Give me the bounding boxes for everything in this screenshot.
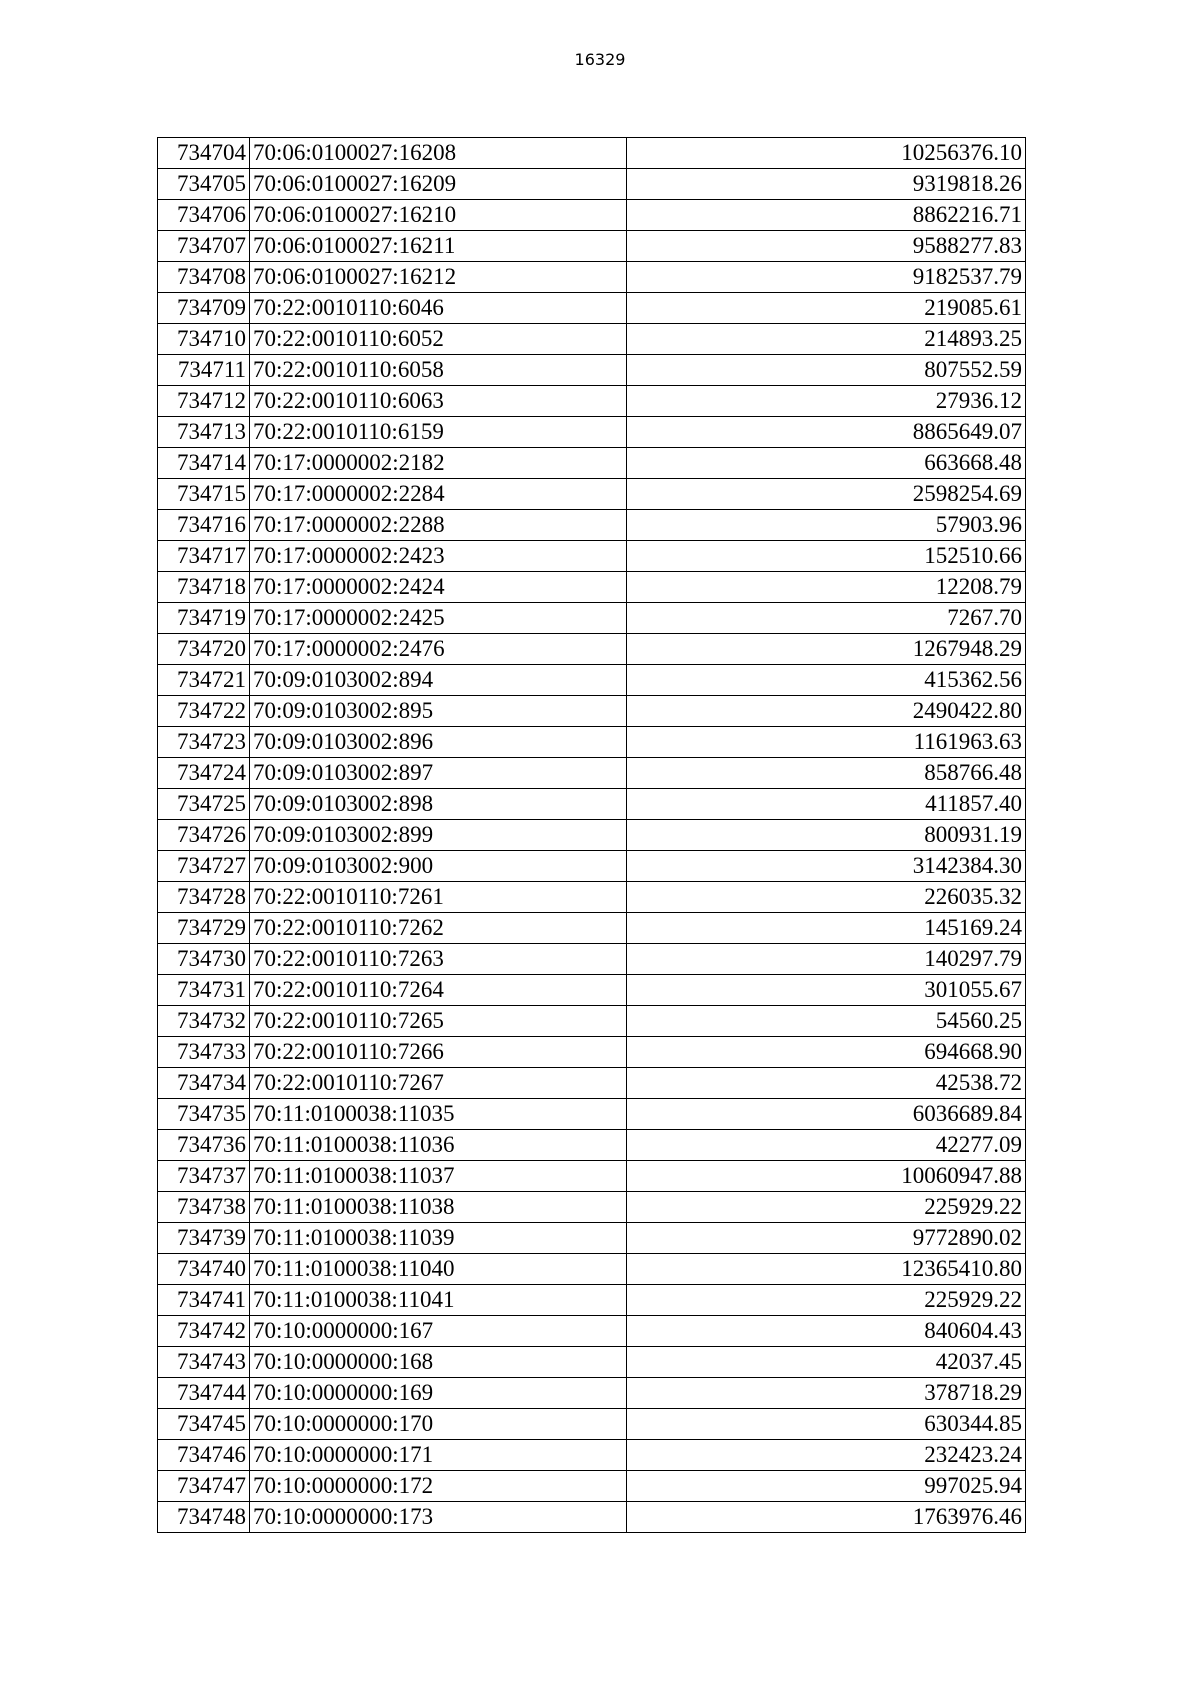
row-number-cell: 734718 [158,572,250,603]
cadastral-number-cell: 70:22:0010110:7267 [250,1068,627,1099]
cadastral-number-cell: 70:11:0100038:11037 [250,1161,627,1192]
cadastral-value-cell: 411857.40 [627,789,1026,820]
cadastral-value-cell: 214893.25 [627,324,1026,355]
cadastral-number-cell: 70:06:0100027:16208 [250,138,627,169]
row-number-cell: 734706 [158,200,250,231]
row-number-cell: 734704 [158,138,250,169]
cadastral-number-cell: 70:17:0000002:2288 [250,510,627,541]
cadastral-value-cell: 6036689.84 [627,1099,1026,1130]
cadastral-number-cell: 70:06:0100027:16210 [250,200,627,231]
cadastral-number-cell: 70:11:0100038:11038 [250,1192,627,1223]
cadastral-value-cell: 694668.90 [627,1037,1026,1068]
row-number-cell: 734742 [158,1316,250,1347]
cadastral-number-cell: 70:22:0010110:7263 [250,944,627,975]
cadastral-number-cell: 70:09:0103002:894 [250,665,627,696]
row-number-cell: 734746 [158,1440,250,1471]
table-row [158,541,1026,572]
row-number-cell: 734737 [158,1161,250,1192]
row-number-cell: 734724 [158,758,250,789]
cadastral-number-cell: 70:22:0010110:7266 [250,1037,627,1068]
row-number-cell: 734731 [158,975,250,1006]
table-row [158,572,1026,603]
cadastral-number-cell: 70:22:0010110:7264 [250,975,627,1006]
table-row [158,944,1026,975]
cadastral-number-cell: 70:22:0010110:6046 [250,293,627,324]
table-row [158,727,1026,758]
cadastral-value-cell: 1267948.29 [627,634,1026,665]
table-row [158,510,1026,541]
cadastral-number-cell: 70:09:0103002:897 [250,758,627,789]
row-number-cell: 734722 [158,696,250,727]
cadastral-value-cell: 997025.94 [627,1471,1026,1502]
cadastral-value-cell: 800931.19 [627,820,1026,851]
row-number-cell: 734748 [158,1502,250,1533]
cadastral-number-cell: 70:09:0103002:898 [250,789,627,820]
cadastral-value-cell: 42037.45 [627,1347,1026,1378]
cadastral-number-cell: 70:22:0010110:6058 [250,355,627,386]
cadastral-value-cell: 12208.79 [627,572,1026,603]
table-row [158,324,1026,355]
row-number-cell: 734719 [158,603,250,634]
table-row [158,789,1026,820]
cadastral-number-cell: 70:10:0000000:170 [250,1409,627,1440]
cadastral-number-cell: 70:06:0100027:16211 [250,231,627,262]
cadastral-number-cell: 70:09:0103002:896 [250,727,627,758]
table-row [158,758,1026,789]
table-row [158,851,1026,882]
table-row [158,1347,1026,1378]
table-row [158,634,1026,665]
cadastral-number-cell: 70:10:0000000:171 [250,1440,627,1471]
cadastral-value-cell: 10060947.88 [627,1161,1026,1192]
cadastral-number-cell: 70:17:0000002:2284 [250,479,627,510]
cadastral-value-cell: 10256376.10 [627,138,1026,169]
cadastral-value-cell: 42538.72 [627,1068,1026,1099]
cadastral-value-cell: 7267.70 [627,603,1026,634]
row-number-cell: 734727 [158,851,250,882]
row-number-cell: 734735 [158,1099,250,1130]
row-number-cell: 734741 [158,1285,250,1316]
cadastral-value-cell: 219085.61 [627,293,1026,324]
cadastral-value-cell: 9319818.26 [627,169,1026,200]
cadastral-value-cell: 57903.96 [627,510,1026,541]
row-number-cell: 734728 [158,882,250,913]
table-row [158,1006,1026,1037]
row-number-cell: 734707 [158,231,250,262]
table-row [158,1068,1026,1099]
table-row [158,1254,1026,1285]
cadastral-value-cell: 42277.09 [627,1130,1026,1161]
cadastral-number-cell: 70:09:0103002:895 [250,696,627,727]
cadastral-value-cell: 225929.22 [627,1285,1026,1316]
cadastral-value-cell: 9588277.83 [627,231,1026,262]
table-row [158,1223,1026,1254]
table-row [158,293,1026,324]
cadastral-value-cell: 225929.22 [627,1192,1026,1223]
cadastral-number-cell: 70:10:0000000:167 [250,1316,627,1347]
row-number-cell: 734747 [158,1471,250,1502]
cadastral-number-cell: 70:06:0100027:16212 [250,262,627,293]
row-number-cell: 734710 [158,324,250,355]
cadastral-number-cell: 70:11:0100038:11039 [250,1223,627,1254]
cadastral-number-cell: 70:10:0000000:173 [250,1502,627,1533]
table-row [158,696,1026,727]
table-row [158,913,1026,944]
row-number-cell: 734709 [158,293,250,324]
cadastral-value-cell: 140297.79 [627,944,1026,975]
row-number-cell: 734740 [158,1254,250,1285]
table-body [158,138,1026,1533]
table-row [158,1316,1026,1347]
cadastral-number-cell: 70:10:0000000:168 [250,1347,627,1378]
row-number-cell: 734729 [158,913,250,944]
row-number-cell: 734714 [158,448,250,479]
cadastral-number-cell: 70:22:0010110:7261 [250,882,627,913]
row-number-cell: 734744 [158,1378,250,1409]
row-number-cell: 734725 [158,789,250,820]
cadastral-number-cell: 70:17:0000002:2425 [250,603,627,634]
cadastral-value-cell: 415362.56 [627,665,1026,696]
table-row [158,448,1026,479]
row-number-cell: 734730 [158,944,250,975]
cadastral-value-cell: 232423.24 [627,1440,1026,1471]
table-row [158,138,1026,169]
cadastral-value-cell: 2598254.69 [627,479,1026,510]
row-number-cell: 734745 [158,1409,250,1440]
cadastral-number-cell: 70:11:0100038:11040 [250,1254,627,1285]
row-number-cell: 734715 [158,479,250,510]
cadastral-value-cell: 1763976.46 [627,1502,1026,1533]
row-number-cell: 734743 [158,1347,250,1378]
cadastral-number-cell: 70:22:0010110:7262 [250,913,627,944]
cadastral-value-cell: 145169.24 [627,913,1026,944]
row-number-cell: 734717 [158,541,250,572]
cadastral-number-cell: 70:22:0010110:6052 [250,324,627,355]
table-row [158,262,1026,293]
row-number-cell: 734713 [158,417,250,448]
table-row [158,1471,1026,1502]
cadastral-value-cell: 12365410.80 [627,1254,1026,1285]
cadastral-value-cell: 8862216.71 [627,200,1026,231]
table-row [158,975,1026,1006]
table-row [158,882,1026,913]
cadastral-number-cell: 70:06:0100027:16209 [250,169,627,200]
cadastral-value-cell: 663668.48 [627,448,1026,479]
cadastral-number-cell: 70:09:0103002:899 [250,820,627,851]
cadastral-number-cell: 70:10:0000000:172 [250,1471,627,1502]
cadastral-value-cell: 9772890.02 [627,1223,1026,1254]
cadastral-number-cell: 70:17:0000002:2182 [250,448,627,479]
row-number-cell: 734733 [158,1037,250,1068]
row-number-cell: 734716 [158,510,250,541]
cadastral-number-cell: 70:09:0103002:900 [250,851,627,882]
table-row [158,603,1026,634]
row-number-cell: 734732 [158,1006,250,1037]
table-row [158,417,1026,448]
table-row [158,1440,1026,1471]
cadastral-value-cell: 840604.43 [627,1316,1026,1347]
row-number-cell: 734712 [158,386,250,417]
row-number-cell: 734720 [158,634,250,665]
cadastral-number-cell: 70:17:0000002:2423 [250,541,627,572]
row-number-cell: 734734 [158,1068,250,1099]
table-row [158,200,1026,231]
cadastral-number-cell: 70:22:0010110:7265 [250,1006,627,1037]
cadastral-value-cell: 858766.48 [627,758,1026,789]
row-number-cell: 734726 [158,820,250,851]
cadastral-value-cell: 378718.29 [627,1378,1026,1409]
cadastral-value-cell: 2490422.80 [627,696,1026,727]
table-row [158,1502,1026,1533]
table-row [158,1161,1026,1192]
cadastral-number-cell: 70:11:0100038:11036 [250,1130,627,1161]
table-row [158,1037,1026,1068]
row-number-cell: 734738 [158,1192,250,1223]
cadastral-number-cell: 70:11:0100038:11041 [250,1285,627,1316]
table-row [158,820,1026,851]
row-number-cell: 734708 [158,262,250,293]
cadastral-number-cell: 70:22:0010110:6063 [250,386,627,417]
table-row [158,1409,1026,1440]
cadastral-value-cell: 3142384.30 [627,851,1026,882]
cadastral-number-cell: 70:10:0000000:169 [250,1378,627,1409]
cadastral-value-table [157,137,1026,1533]
row-number-cell: 734739 [158,1223,250,1254]
cadastral-value-cell: 9182537.79 [627,262,1026,293]
page-number: 16329 [574,50,626,69]
table-row [158,1285,1026,1316]
row-number-cell: 734721 [158,665,250,696]
cadastral-number-cell: 70:11:0100038:11035 [250,1099,627,1130]
cadastral-number-cell: 70:22:0010110:6159 [250,417,627,448]
table-row [158,231,1026,262]
cadastral-value-cell: 8865649.07 [627,417,1026,448]
cadastral-number-cell: 70:17:0000002:2424 [250,572,627,603]
row-number-cell: 734723 [158,727,250,758]
cadastral-value-cell: 27936.12 [627,386,1026,417]
table-row [158,1099,1026,1130]
table-row [158,479,1026,510]
table-row [158,386,1026,417]
cadastral-value-cell: 54560.25 [627,1006,1026,1037]
cadastral-number-cell: 70:17:0000002:2476 [250,634,627,665]
table-row [158,169,1026,200]
cadastral-value-cell: 1161963.63 [627,727,1026,758]
cadastral-value-cell: 807552.59 [627,355,1026,386]
row-number-cell: 734705 [158,169,250,200]
row-number-cell: 734736 [158,1130,250,1161]
table-row [158,665,1026,696]
table-row [158,1378,1026,1409]
table-row [158,1130,1026,1161]
row-number-cell: 734711 [158,355,250,386]
cadastral-value-cell: 630344.85 [627,1409,1026,1440]
cadastral-value-cell: 226035.32 [627,882,1026,913]
table-row [158,355,1026,386]
table-row [158,1192,1026,1223]
cadastral-value-cell: 152510.66 [627,541,1026,572]
cadastral-value-cell: 301055.67 [627,975,1026,1006]
